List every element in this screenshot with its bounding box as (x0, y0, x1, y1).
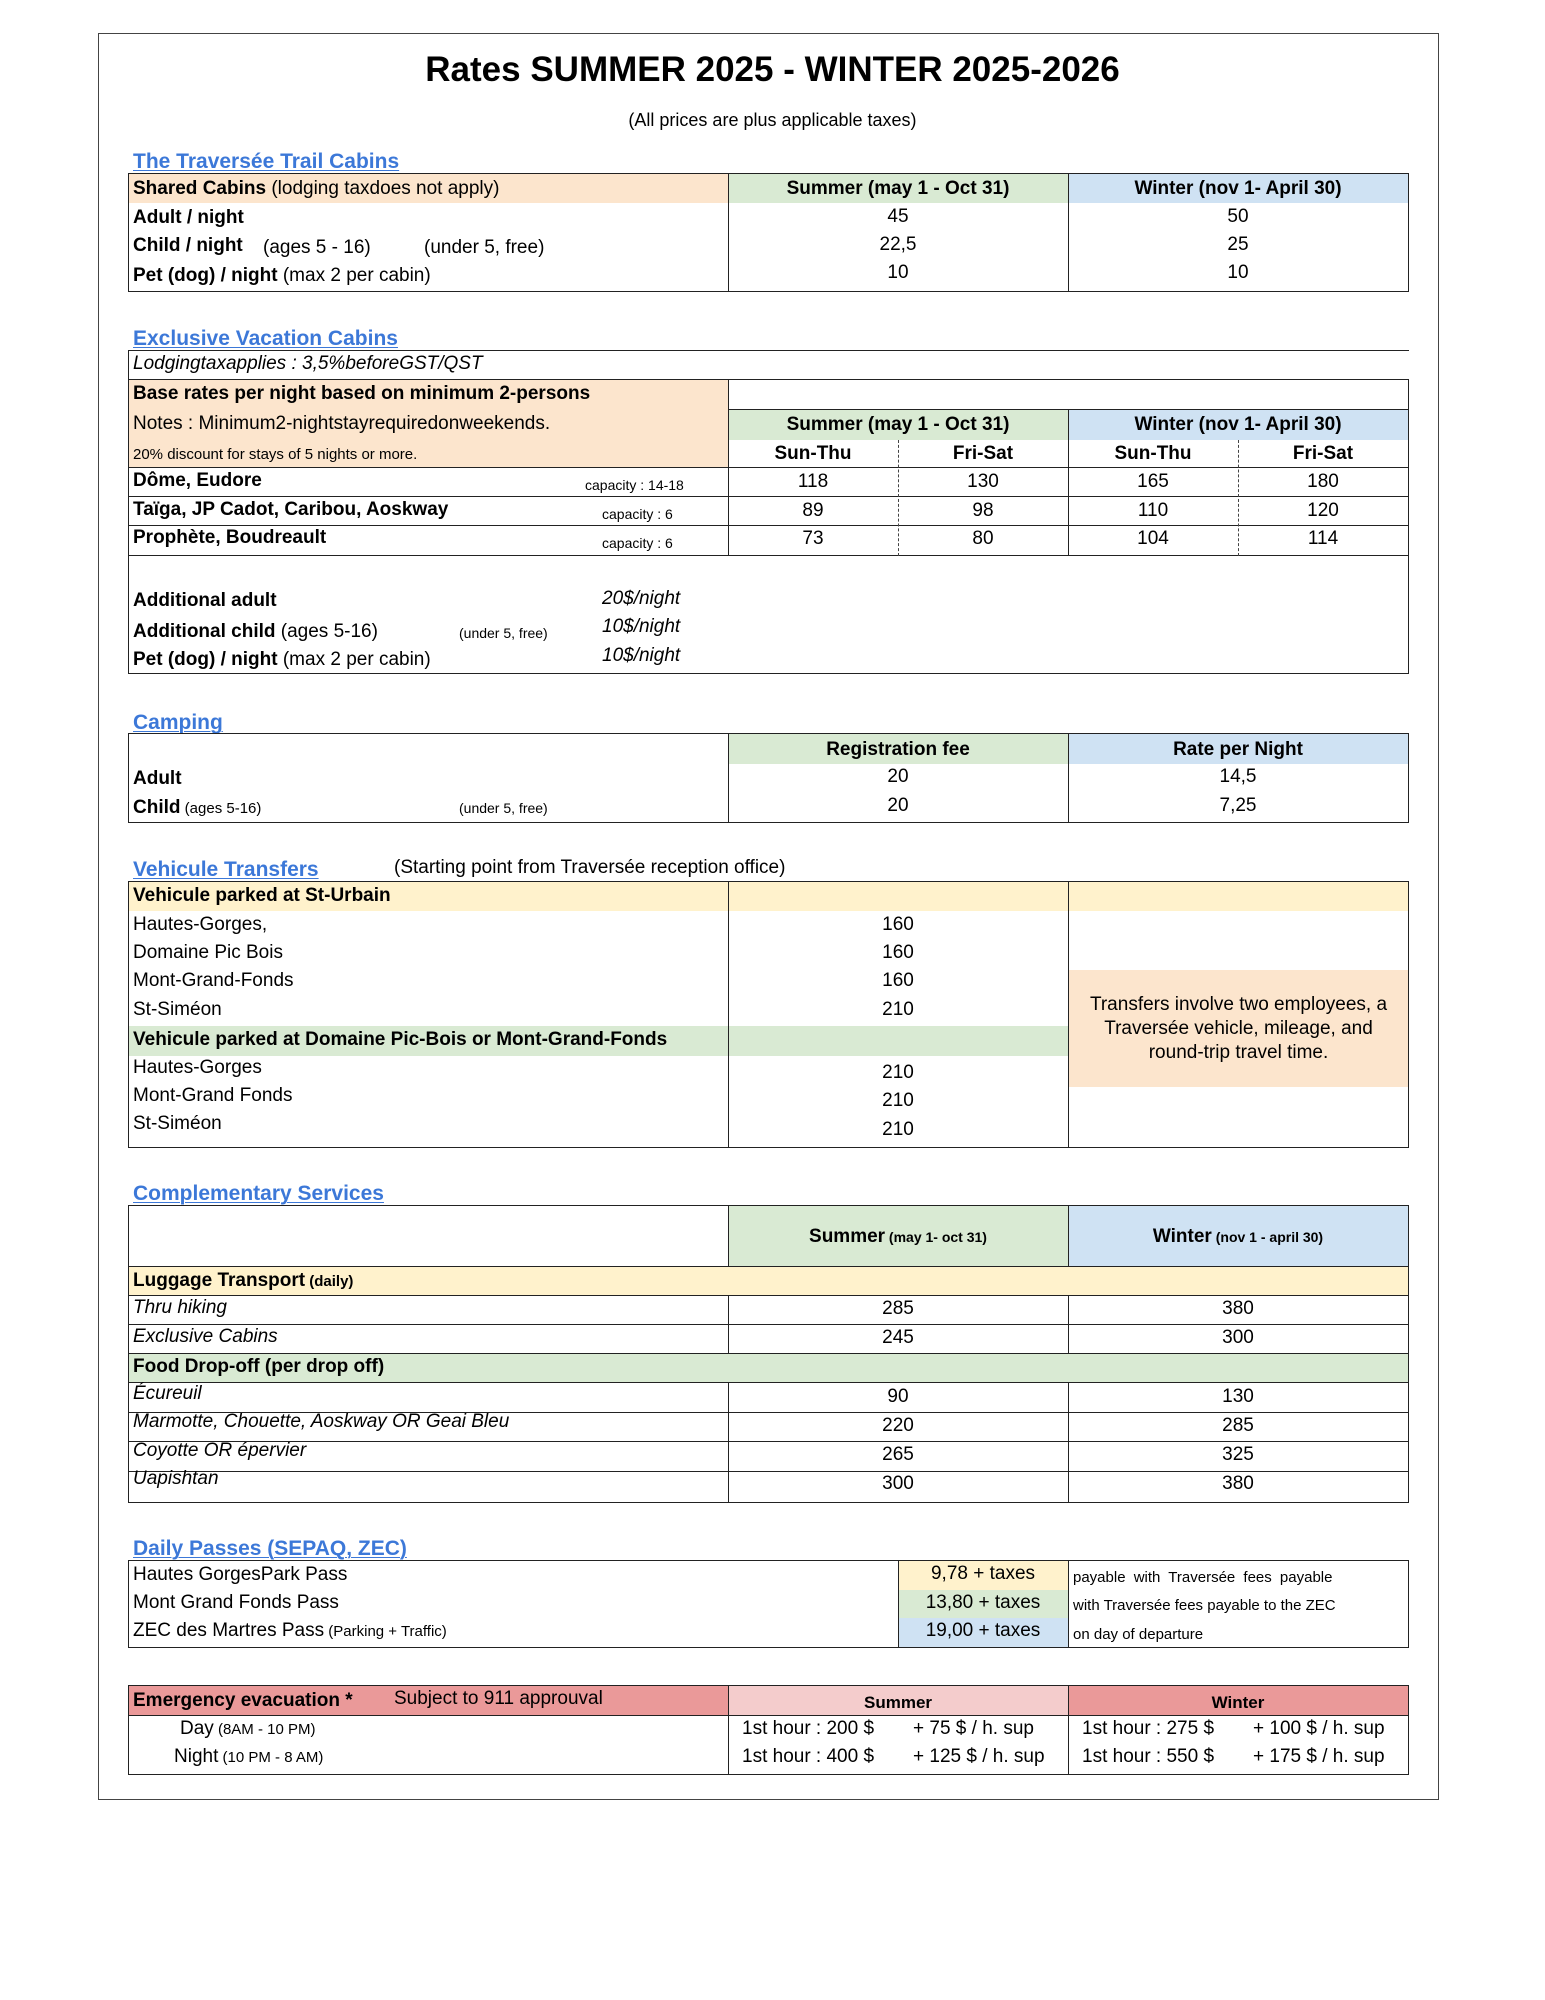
row-label: Adult (133, 768, 182, 789)
summer-value: 265 (882, 1444, 914, 1465)
winter-value: 380 (1222, 1473, 1254, 1494)
cabin-name: Dôme, Eudore (133, 470, 262, 491)
rate-value: 98 (972, 500, 994, 521)
summer-header: Summer (may 1 - Oct 31) (786, 178, 1010, 199)
summer-value: 220 (882, 1415, 914, 1436)
pass-label: Mont Grand Fonds Pass (133, 1592, 339, 1613)
winter-extra: + 100 $ / h. sup (1253, 1718, 1385, 1739)
winter-value: 130 (1222, 1386, 1254, 1407)
row-label: Child / night (133, 235, 243, 256)
rate-value: 114 (1307, 528, 1339, 549)
service-label: Thru hiking (133, 1297, 227, 1318)
extra-aside: (under 5, free) (459, 625, 548, 641)
transfer-note-line: Traversée vehicle, mileage, and (1104, 1018, 1373, 1039)
row-label: Child (ages 5-16) (133, 797, 262, 818)
extra-label: Additional adult (133, 590, 277, 611)
price: 160 (882, 914, 914, 935)
place: Domaine Pic Bois (133, 942, 283, 963)
pass-note: with Traversée fees payable to the ZEC (1073, 1597, 1336, 1614)
sub-header: Fri-Sat (952, 443, 1014, 464)
luggage-title: Luggage Transport (daily) (133, 1270, 354, 1291)
registration-header: Registration fee (826, 739, 970, 760)
rate-value: 118 (797, 471, 829, 492)
shared-cabins-header: Shared Cabins (lodging taxdoes not apply) (133, 178, 500, 199)
page-title: Rates SUMMER 2025 - WINTER 2025-2026 (425, 50, 1120, 89)
cabin-capacity: capacity : 6 (602, 535, 673, 551)
price: 210 (882, 1090, 914, 1111)
extra-label: Additional child (ages 5-16) (133, 621, 378, 642)
extra-price: 20$/night (602, 588, 681, 609)
food-title: Food Drop-off (per drop off) (133, 1356, 385, 1377)
rate-value: 14,5 (1219, 766, 1257, 787)
summer-value: 245 (882, 1327, 914, 1348)
place: Hautes-Gorges, (133, 914, 268, 935)
price: 210 (882, 1119, 914, 1140)
transfer-note-line: Transfers involve two employees, a (1089, 994, 1388, 1015)
price: 210 (882, 1062, 914, 1083)
rate-value: 130 (967, 471, 999, 492)
winter-value: 25 (1227, 234, 1249, 255)
pass-label: Hautes GorgesPark Pass (133, 1564, 348, 1585)
row-aside: (under 5, free) (459, 800, 548, 816)
row-note: (ages 5 - 16) (263, 237, 371, 258)
group-title: Vehicule parked at Domaine Pic-Bois or Mont-Grand-Fonds (133, 1029, 668, 1050)
winter-header: Winter (nov 1- April 30) (1134, 414, 1342, 435)
summer-header: Summer (863, 1693, 933, 1712)
cabin-capacity: capacity : 6 (602, 506, 673, 522)
summer-value: 90 (887, 1386, 909, 1407)
section-heading-camping: Camping (133, 711, 223, 734)
summer-value: 285 (882, 1298, 914, 1319)
registration-value: 20 (887, 766, 909, 787)
pass-price: 19,00 + taxes (925, 1620, 1041, 1641)
service-label: Marmotte, Chouette, Aoskway OR Geai Bleu (133, 1411, 510, 1432)
section-heading-trail-cabins: The Traversée Trail Cabins (133, 150, 400, 173)
evacuation-period: Night (10 PM - 8 AM) (174, 1746, 324, 1767)
summer-extra: + 125 $ / h. sup (913, 1746, 1045, 1767)
place: Mont-Grand Fonds (133, 1085, 293, 1106)
section-heading-exclusive-cabins: Exclusive Vacation Cabins (133, 327, 398, 350)
sub-header: Sun-Thu (1114, 443, 1192, 464)
extra-price: 10$/night (602, 645, 681, 666)
rate-value: 73 (802, 528, 824, 549)
pass-price: 13,80 + taxes (925, 1592, 1041, 1613)
row-label: Adult / night (133, 207, 244, 228)
transfers-note: (Starting point from Traversée reception office) (394, 857, 786, 878)
section-heading-passes: Daily Passes (SEPAQ, ZEC) (133, 1537, 407, 1560)
place: Hautes-Gorges (133, 1057, 262, 1078)
section-heading-services: Complementary Services (133, 1182, 384, 1205)
cabin-name: Taïga, JP Cadot, Caribou, Aoskway (133, 499, 449, 520)
rate-value: 120 (1307, 500, 1339, 521)
winter-header: Winter (1211, 1693, 1265, 1712)
winter-first-hour: 1st hour : 550 $ (1082, 1746, 1215, 1767)
summer-value: 22,5 (879, 234, 917, 255)
extra-price: 10$/night (602, 616, 681, 637)
winter-value: 325 (1222, 1444, 1254, 1465)
winter-value: 50 (1227, 206, 1249, 227)
winter-first-hour: 1st hour : 275 $ (1082, 1718, 1215, 1739)
group-title: Vehicule parked at St-Urbain (133, 885, 391, 906)
evacuation-period: Day (8AM - 10 PM) (180, 1718, 316, 1739)
cabin-name: Prophète, Boudreault (133, 527, 327, 548)
sub-header: Sun-Thu (774, 443, 852, 464)
service-label: Exclusive Cabins (133, 1326, 278, 1347)
rate-value: 7,25 (1219, 795, 1257, 816)
tax-note: Lodgingtaxapplies : 3,5%beforeGST/QST (133, 353, 483, 374)
winter-value: 300 (1222, 1327, 1254, 1348)
registration-value: 20 (887, 795, 909, 816)
place: St-Siméon (133, 999, 222, 1020)
summer-value: 45 (887, 206, 909, 227)
rate-value: 165 (1137, 471, 1169, 492)
rate-value: 104 (1137, 528, 1169, 549)
summer-header: Summer (may 1- oct 31) (809, 1226, 987, 1247)
service-label: Coyotte OR épervier (133, 1440, 307, 1461)
pass-label: ZEC des Martres Pass (Parking + Traffic) (133, 1620, 447, 1641)
transfer-note-line: round-trip travel time. (1148, 1042, 1329, 1063)
winter-header: Winter (nov 1- April 30) (1134, 178, 1342, 199)
discount-label: 20% discount for stays of 5 nights or more. (133, 446, 418, 463)
summer-extra: + 75 $ / h. sup (913, 1718, 1034, 1739)
winter-header: Winter (nov 1 - april 30) (1152, 1226, 1324, 1247)
price: 160 (882, 942, 914, 963)
pass-price: 9,78 + taxes (930, 1563, 1036, 1584)
winter-extra: + 175 $ / h. sup (1253, 1746, 1385, 1767)
service-label: Uapishtan (133, 1468, 219, 1489)
pass-note: payable with Traversée fees payable (1073, 1569, 1333, 1586)
summer-header: Summer (may 1 - Oct 31) (786, 414, 1010, 435)
winter-value: 10 (1227, 262, 1249, 283)
extra-label: Pet (dog) / night (max 2 per cabin) (133, 649, 431, 670)
page-subtitle: (All prices are plus applicable taxes) (628, 110, 917, 130)
evacuation-subtitle: Subject to 911 approuval (394, 1688, 603, 1709)
summer-value: 300 (882, 1473, 914, 1494)
row-label: Pet (dog) / night (max 2 per cabin) (133, 265, 431, 286)
rate-value: 180 (1307, 471, 1339, 492)
summer-value: 10 (887, 262, 909, 283)
rate-value: 110 (1137, 500, 1169, 521)
price: 210 (882, 999, 914, 1020)
service-label: Écureuil (133, 1383, 202, 1404)
cabin-capacity: capacity : 14-18 (585, 477, 684, 493)
rate-header: Rate per Night (1173, 739, 1303, 760)
section-heading-transfers: Vehicule Transfers (133, 858, 319, 881)
summer-first-hour: 1st hour : 200 $ (742, 1718, 875, 1739)
place: Mont-Grand-Fonds (133, 970, 294, 991)
winter-value: 380 (1222, 1298, 1254, 1319)
rate-value: 89 (802, 500, 824, 521)
notes-label: Notes : Minimum2-nightstayrequiredonweekends. (133, 413, 551, 434)
winter-value: 285 (1222, 1415, 1254, 1436)
row-note: (under 5, free) (424, 237, 545, 258)
base-rates-label: Base rates per night based on minimum 2-persons (133, 383, 591, 404)
evacuation-title: Emergency evacuation * (133, 1690, 353, 1711)
pass-note: on day of departure (1073, 1626, 1204, 1643)
rate-value: 80 (972, 528, 994, 549)
place: St-Siméon (133, 1113, 222, 1134)
summer-first-hour: 1st hour : 400 $ (742, 1746, 875, 1767)
sub-header: Fri-Sat (1292, 443, 1354, 464)
price: 160 (882, 970, 914, 991)
